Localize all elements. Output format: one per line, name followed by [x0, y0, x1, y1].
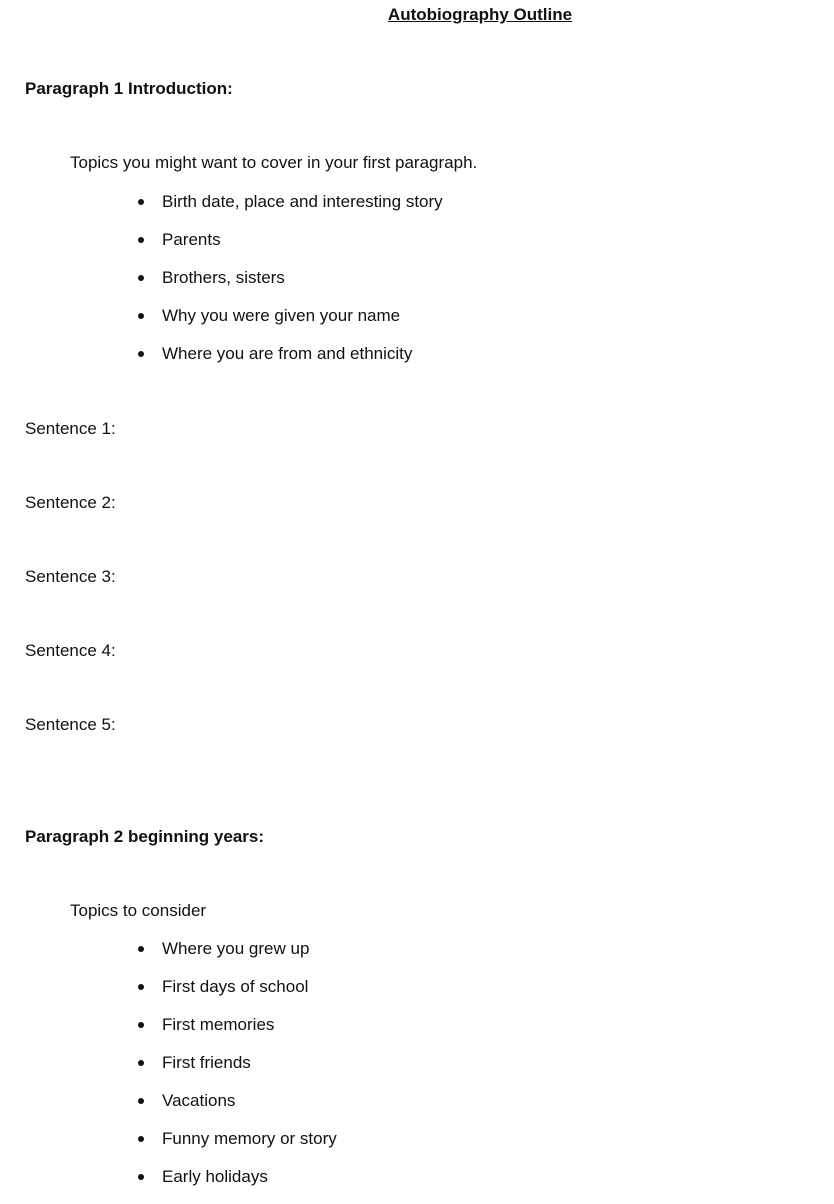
list-item-label: Where you grew up — [162, 939, 310, 958]
list-item — [138, 229, 443, 267]
bullet-icon — [138, 1060, 144, 1066]
list-item — [138, 1014, 337, 1052]
document-title: Autobiography Outline — [387, 5, 573, 24]
sentence-1-label: Sentence 1: — [25, 419, 116, 438]
paragraph-2-intro: Topics to consider — [70, 901, 207, 920]
list-item — [138, 343, 443, 381]
bullet-icon — [138, 351, 144, 357]
paragraph-1-intro: Topics you might want to cover in your first paragraph. — [70, 153, 478, 172]
list-item — [138, 976, 337, 1014]
sentence-2-label: Sentence 2: — [25, 493, 116, 512]
list-item-label: Birth date, place and interesting story — [162, 192, 443, 211]
paragraph-2-topic-list — [138, 938, 337, 1204]
list-item-label: Vacations — [162, 1091, 236, 1110]
list-item — [138, 1166, 337, 1204]
list-item-label: Why you were given your name — [162, 306, 401, 325]
list-item-label: First friends — [162, 1053, 251, 1072]
bullet-icon — [138, 199, 144, 205]
paragraph-1-heading: Paragraph 1 Introduction: — [25, 79, 233, 98]
bullet-icon — [138, 984, 144, 990]
list-item-label: First days of school — [162, 977, 309, 996]
list-item — [138, 267, 443, 305]
list-item — [138, 938, 337, 976]
list-item — [138, 1128, 337, 1166]
paragraph-2-heading: Paragraph 2 beginning years: — [25, 827, 265, 846]
sentence-5-label: Sentence 5: — [25, 715, 116, 734]
bullet-icon — [138, 1136, 144, 1142]
bullet-icon — [138, 237, 144, 243]
bullet-icon — [138, 1174, 144, 1180]
list-item — [138, 305, 443, 343]
list-item-label: Early holidays — [162, 1167, 268, 1186]
list-item-label: Funny memory or story — [162, 1129, 337, 1148]
list-item-label: Parents — [162, 230, 221, 249]
bullet-icon — [138, 275, 144, 281]
list-item-label: Brothers, sisters — [162, 268, 285, 287]
list-item-label: First memories — [162, 1015, 275, 1034]
sentence-3-label: Sentence 3: — [25, 567, 116, 586]
bullet-icon — [138, 946, 144, 952]
sentence-4-label: Sentence 4: — [25, 641, 116, 660]
bullet-icon — [138, 313, 144, 319]
list-item — [138, 1090, 337, 1128]
list-item-label: Where you are from and ethnicity — [162, 344, 413, 363]
bullet-icon — [138, 1098, 144, 1104]
list-item — [138, 1052, 337, 1090]
bullet-icon — [138, 1022, 144, 1028]
paragraph-1-topic-list — [138, 191, 443, 381]
list-item — [138, 191, 443, 229]
